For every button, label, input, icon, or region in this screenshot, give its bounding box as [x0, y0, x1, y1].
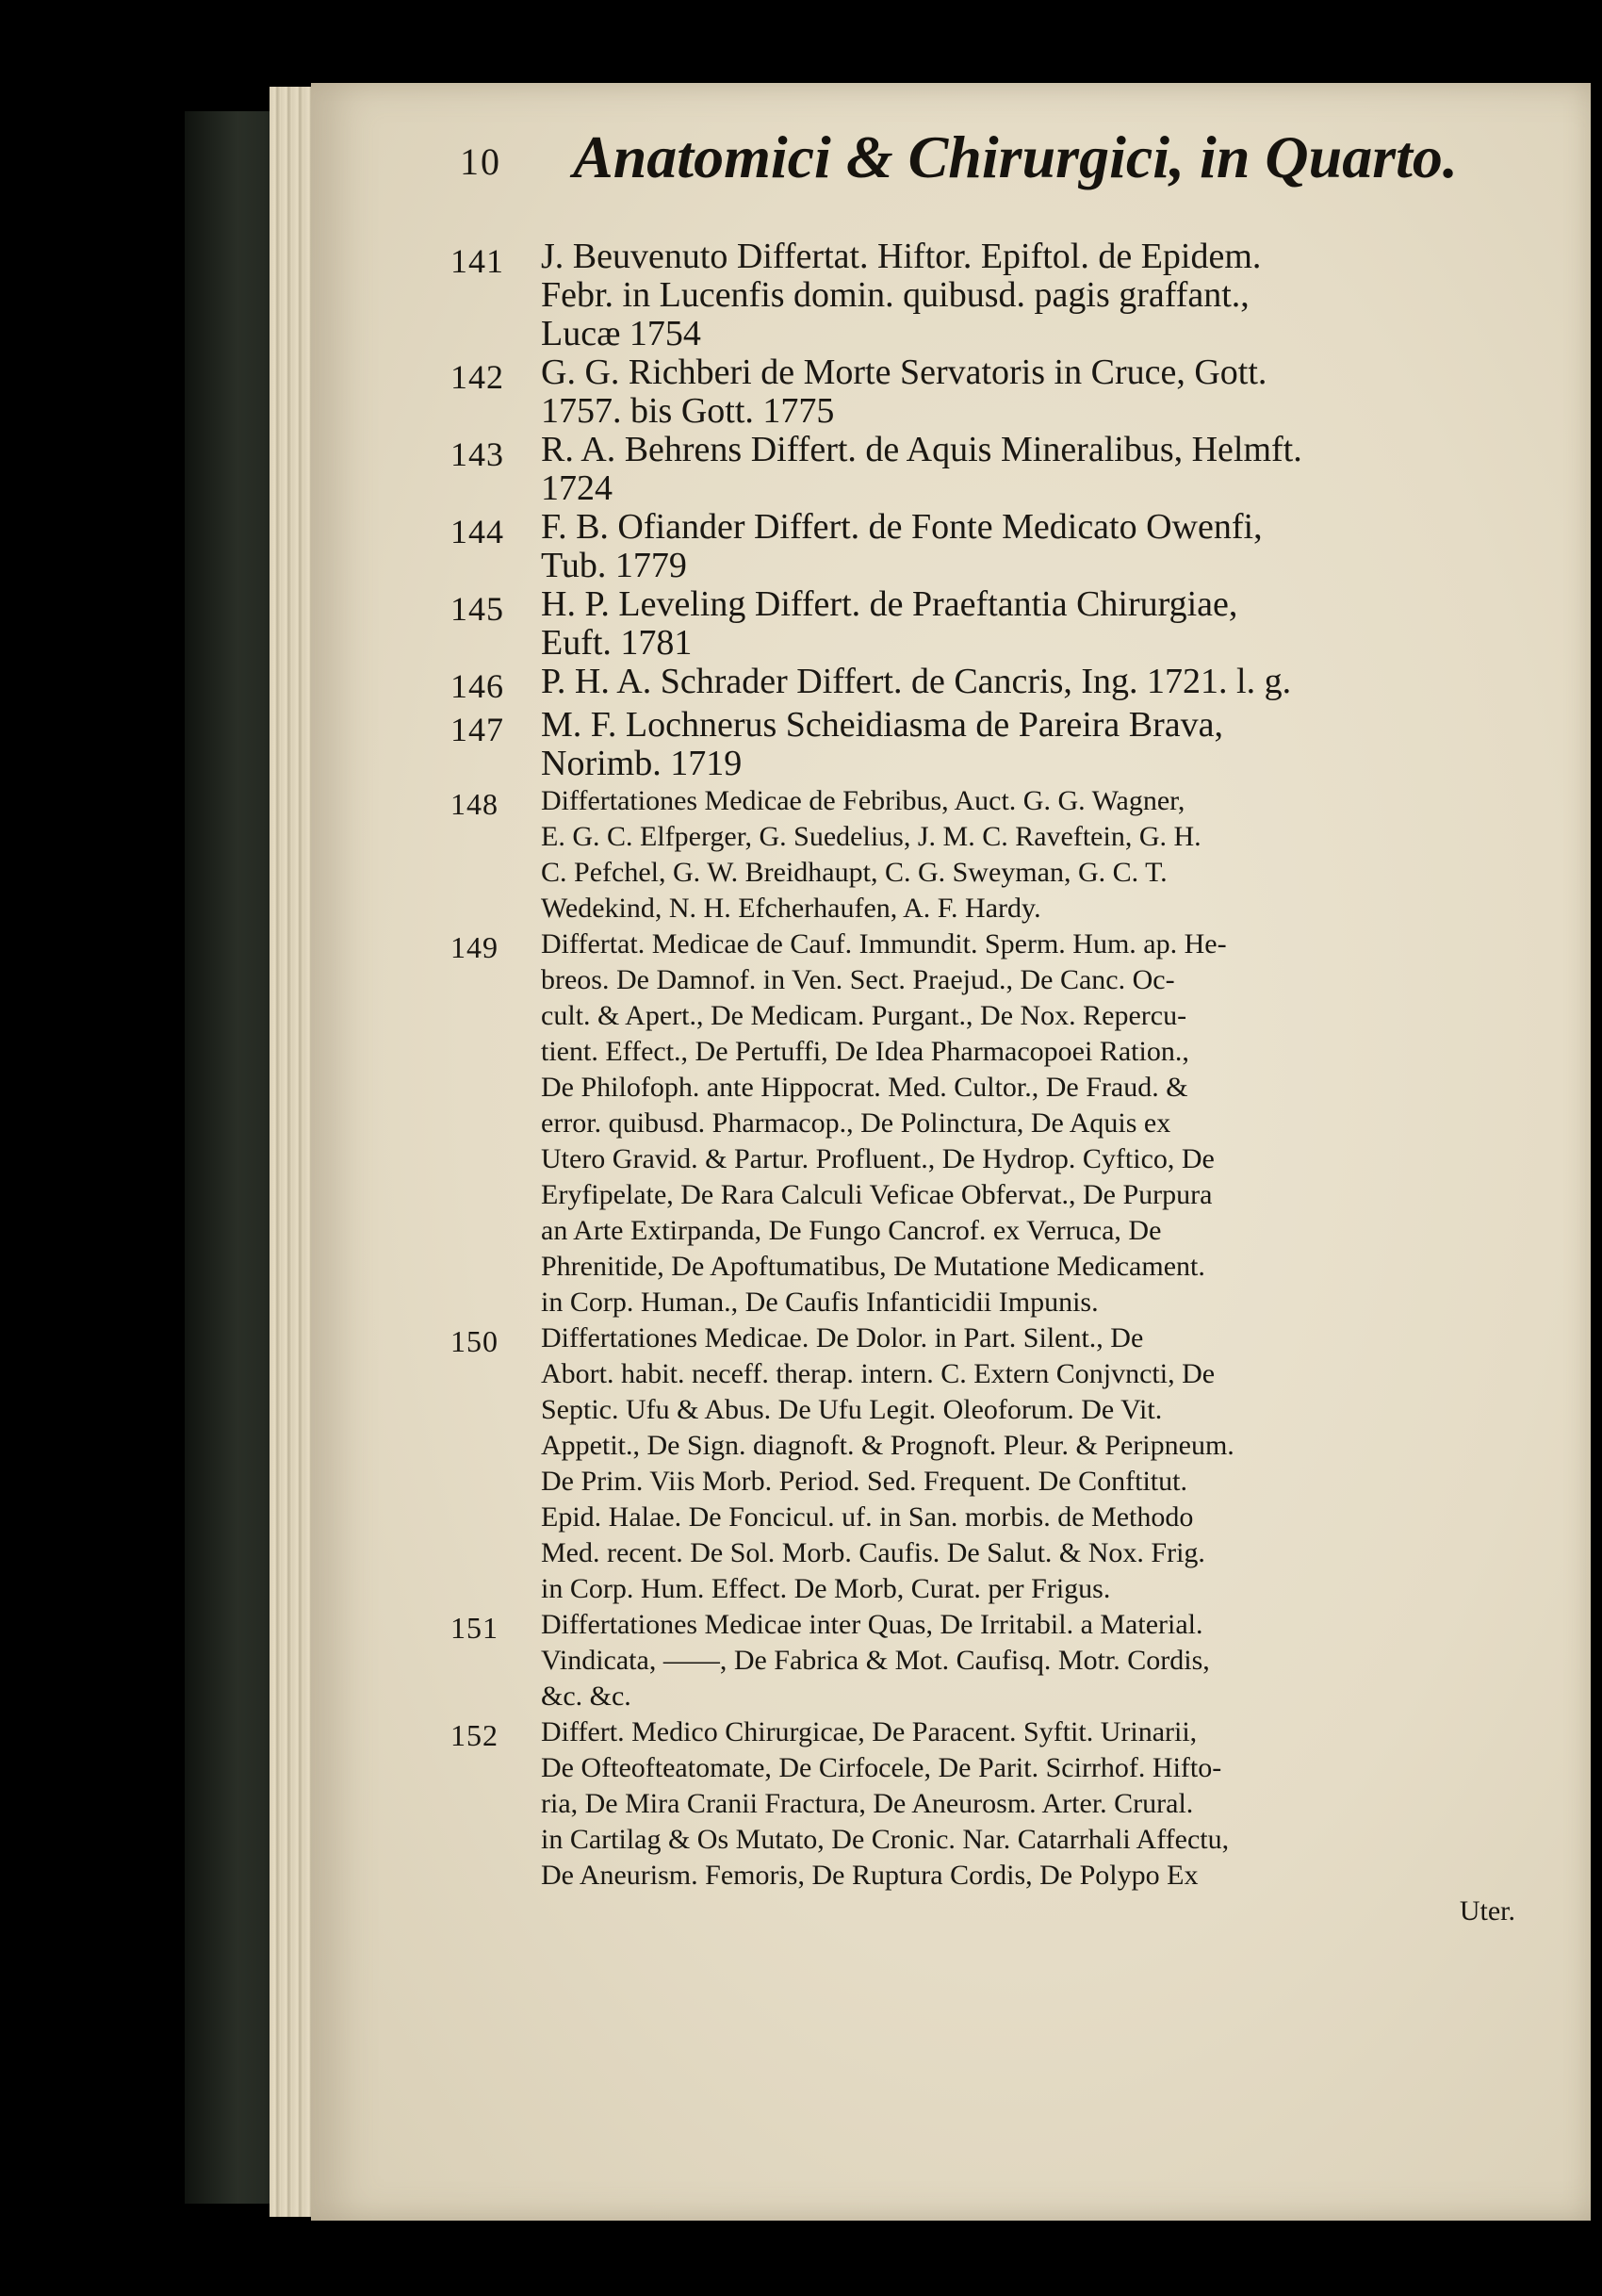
entry-line: Eryfipelate, De Rara Calculi Veficae Obfervat., De Purpura — [541, 1179, 1213, 1210]
entry-line: error. quibusd. Pharmacop., De Polinctura, De Aquis ex — [541, 1107, 1171, 1139]
entry-number: 149 — [450, 930, 499, 964]
entry-line: Med. recent. De Sol. Morb. Caufis. De Salut. & Nox. Frig. — [541, 1537, 1205, 1568]
entry-line: Tub. 1779 — [541, 546, 687, 585]
catalogue-entry — [450, 1320, 1534, 1607]
entry-number: 143 — [450, 435, 504, 473]
entry-line: M. F. Lochnerus Scheidiasma de Pareira Brava, — [541, 705, 1224, 745]
entry-number: 147 — [450, 711, 504, 748]
catalogue-entry — [450, 783, 1534, 927]
entry-line: Norimb. 1719 — [541, 744, 743, 783]
entry-line: in Corp. Hum. Effect. De Morb, Curat. per Frigus. — [541, 1573, 1111, 1604]
entry-line: ria, De Mira Cranii Fractura, De Aneurosm. Arter. Crural. — [541, 1788, 1194, 1819]
page-number: 10 — [460, 140, 501, 183]
entry-number: 146 — [450, 667, 504, 705]
entry-line: Phrenitide, De Apoftumatibus, De Mutatione Medicament. — [541, 1251, 1205, 1282]
entry-line: Euft. 1781 — [541, 623, 693, 663]
catalogue-entry — [450, 663, 1534, 706]
entry-line: Febr. in Lucenfis domin. quibusd. pagis graffant., — [541, 275, 1250, 315]
catalogue-entry — [450, 585, 1534, 663]
entry-line: Septic. Ufu & Abus. De Ufu Legit. Oleoforum. De Vit. — [541, 1394, 1163, 1425]
entry-line: tient. Effect., De Pertuffi, De Idea Pharmacopoei Ration., — [541, 1036, 1189, 1067]
entry-number: 141 — [450, 242, 504, 280]
entry-line: Vindicata, ——, De Fabrica & Mot. Caufisq. Motr. Cordis, — [541, 1645, 1210, 1676]
entry-number: 145 — [450, 590, 504, 628]
entry-line: Differtat. Medicae de Cauf. Immundit. Sperm. Hum. ap. He- — [541, 928, 1227, 959]
entry-line: R. A. Behrens Differt. de Aquis Mineralibus, Helmft. — [541, 430, 1302, 469]
entry-line: Wedekind, N. H. Efcherhaufen, A. F. Hardy. — [541, 893, 1041, 924]
entry-line: in Corp. Human., De Caufis Infanticidii Impunis. — [541, 1287, 1099, 1318]
catalogue-entry — [450, 927, 1534, 1320]
entry-line: Lucæ 1754 — [541, 314, 701, 353]
entry-line: De Prim. Viis Morb. Period. Sed. Frequent. De Conftitut. — [541, 1466, 1187, 1497]
entry-line: H. P. Leveling Differt. de Praeftantia Chirurgiae, — [541, 584, 1238, 624]
entry-line: G. G. Richberi de Morte Servatoris in Cruce, Gott. — [541, 353, 1267, 392]
entry-number: 152 — [450, 1718, 499, 1752]
catalogue-entry — [450, 1714, 1534, 1894]
entry-line: in Cartilag & Os Mutato, De Cronic. Nar. Catarrhali Affectu, — [541, 1824, 1230, 1855]
entry-line: Abort. habit. neceff. therap. intern. C. Extern Conjvncti, De — [541, 1358, 1216, 1389]
catalogue-entry — [450, 706, 1534, 783]
catalogue-entries — [450, 238, 1534, 1929]
entry-line: Appetit., De Sign. diagnoft. & Prognoft. Pleur. & Peripneum. — [541, 1430, 1234, 1461]
entry-line: E. G. C. Elfperger, G. Suedelius, J. M. C. Raveftein, G. H. — [541, 821, 1202, 852]
entry-number: 142 — [450, 358, 504, 396]
entry-line: De Philofoph. ante Hippocrat. Med. Cultor., De Fraud. & — [541, 1072, 1188, 1103]
entry-line: P. H. A. Schrader Differt. de Cancris, Ing. 1721. l. g. — [541, 662, 1292, 701]
entry-line: 1724 — [541, 468, 613, 508]
entry-number: 144 — [450, 513, 504, 550]
entry-line: De Aneurism. Femoris, De Ruptura Cordis, De Polypo Ex — [541, 1860, 1199, 1891]
running-title: Anatomici & Chirurgici, in Quarto. — [573, 123, 1458, 190]
entry-line: 1757. bis Gott. 1775 — [541, 391, 835, 431]
catalogue-entry — [450, 431, 1534, 508]
page-header — [450, 123, 1534, 198]
entry-line: breos. De Damnof. in Ven. Sect. Praejud., De Canc. Oc- — [541, 964, 1175, 995]
entry-line: an Arte Extirpanda, De Fungo Cancrof. ex Verruca, De — [541, 1215, 1162, 1246]
catalogue-entry — [450, 508, 1534, 585]
catchword: Uter. — [1459, 1895, 1515, 1927]
entry-line: J. Beuvenuto Differtat. Hiftor. Epiftol. de Epidem. — [541, 237, 1262, 276]
catalogue-entry — [450, 353, 1534, 431]
entry-line: cult. & Apert., De Medicam. Purgant., De Nox. Repercu- — [541, 1000, 1187, 1031]
entry-line: Differtationes Medicae. De Dolor. in Part. Silent., De — [541, 1322, 1144, 1353]
catalogue-entry — [450, 238, 1534, 353]
entry-number: 151 — [450, 1611, 499, 1645]
entry-number: 148 — [450, 787, 499, 821]
entry-line: Differt. Medico Chirurgicae, De Paracent. Syftit. Urinarii, — [541, 1716, 1198, 1747]
entry-line: Differtationes Medicae inter Quas, De Irritabil. a Material. — [541, 1609, 1203, 1640]
entry-line: De Ofteofteatomate, De Cirfocele, De Parit. Scirrhof. Hifto- — [541, 1752, 1222, 1783]
entry-line: Differtationes Medicae de Febribus, Auct. G. G. Wagner, — [541, 785, 1185, 816]
entry-line: Utero Gravid. & Partur. Profluent., De Hydrop. Cyftico, De — [541, 1143, 1215, 1174]
entry-line: C. Pefchel, G. W. Breidhaupt, C. G. Sweyman, G. C. T. — [541, 857, 1168, 888]
entry-line: Epid. Halae. De Foncicul. uf. in San. morbis. de Methodo — [541, 1501, 1194, 1533]
catalogue-entry — [450, 1607, 1534, 1714]
entry-line: F. B. Ofiander Differt. de Fonte Medicato Owenfi, — [541, 507, 1263, 547]
entry-number: 150 — [450, 1324, 499, 1358]
entry-line: &c. &c. — [541, 1681, 631, 1712]
